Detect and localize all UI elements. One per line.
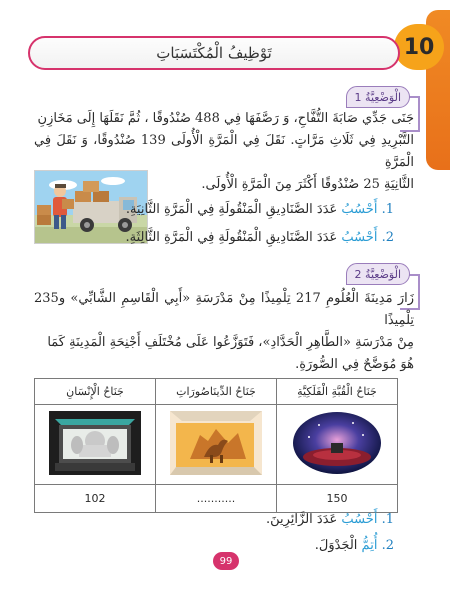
table-header-dinosaurs: جَنَاحُ الدِّينَاصُورَاتِ [156,379,277,405]
situation-1-question-2 [125,230,394,245]
page-number: 99 [213,552,239,570]
dinosaurs-image-cell [156,405,277,485]
situation-2-question-1 [266,512,394,527]
question-verb: أَحْسُبُ [341,230,378,245]
situation-1-question-1 [126,202,394,217]
situation-2-line: هُوَ مُوَضَّحٌ فِي الصُّورَةِ. [295,357,414,372]
question-text: عَدَدَ الصَّنَادِيقِ الْمَنْقُولَةِ فِي الْمَرَّةِ الثَّانِيَةِ. [125,202,338,217]
planetarium-image-cell [277,405,398,485]
question-number: 1. [381,512,394,527]
human-visitors: 102 [35,485,156,513]
question-number: 2. [381,538,394,553]
situation-1-line: الثَّانِيَةِ 25 صُنْدُوقًا أَكْثَرَ مِنَ الْمَرَّةِ الْأُولَى. [201,177,414,192]
question-text: عَدَدَ الصَّنَادِيقِ الْمَنْقُولَةِ فِي الْمَرَّةِ الثَّالِثَةِ. [125,230,338,245]
planetarium-image [291,411,383,475]
question-number: 1. [381,202,394,217]
dinosaur-hall-image [170,411,262,475]
situation-2-line: مِنْ مَدْرَسَةِ «الطَّاهِرِ الْحَدَّادِ»، فَتَوَزَّعُوا عَلَى مُخْتَلَفِ أَجْنِحَةِ الْمَدِينَةِ كَمَا [47,335,414,350]
question-text: عَدَدَ الزَّائِرِينَ. [265,512,338,527]
question-verb: أَحْسُبُ [341,512,378,527]
situation-1-line: جَنَى جَدِّي صَابَةَ التُّفَّاحِ، وَ رَصَّفَهَا فِي 488 صُنْدُوقًا ، ثُمَّ نَقَلَهَا إِلَى مَخَازِنِ [37,111,414,126]
planetarium-visitors: 150 [277,485,398,513]
dinosaurs-visitors-blank[interactable]: ........... [156,485,277,513]
question-verb: أَحْسُبُ [341,202,378,217]
lesson-number-badge: 10 [394,24,444,70]
visitors-table [34,378,398,513]
situation-1-line: التَّبْرِيدِ فِي ثَلَاثِ مَرَّاتٍ. نَقَلَ فِي الْمَرَّةِ الْأُولَى 139 صُنْدُوقًا، وَ نَقَلَ فِي الْمَرَّةِ [34,133,414,170]
question-number: 2. [381,230,394,245]
human-image-cell [35,405,156,485]
situation-2-question-2 [315,538,394,553]
situation-1-tag: الْوَضْعِيَّةُ 1 [346,86,410,108]
table-header-planetarium: جَنَاحُ الْقُبَّةِ الْفَلَكِيَّةِ [277,379,398,405]
table-header-human: جَنَاحُ الْإِنْسَانِ [35,379,156,405]
question-text: الْجَدْوَلَ. [314,538,358,553]
situation-2-text [34,288,414,376]
question-verb: أُتِمُّ [361,538,378,553]
page-title: تَوْظِيفُ الْمُكْتَسَبَاتِ [28,36,400,70]
human-hall-image [49,411,141,475]
situation-2-line: زَارَ مَدِينَةَ الْعُلُومِ 217 تِلْمِيذًا مِنْ مَدْرَسَةِ «أَبِي الْقَاسِمِ الشَّابِّي» و235 تِلْمِيذًا [34,291,414,328]
situation-2-tag: الْوَضْعِيَّةُ 2 [346,263,410,285]
